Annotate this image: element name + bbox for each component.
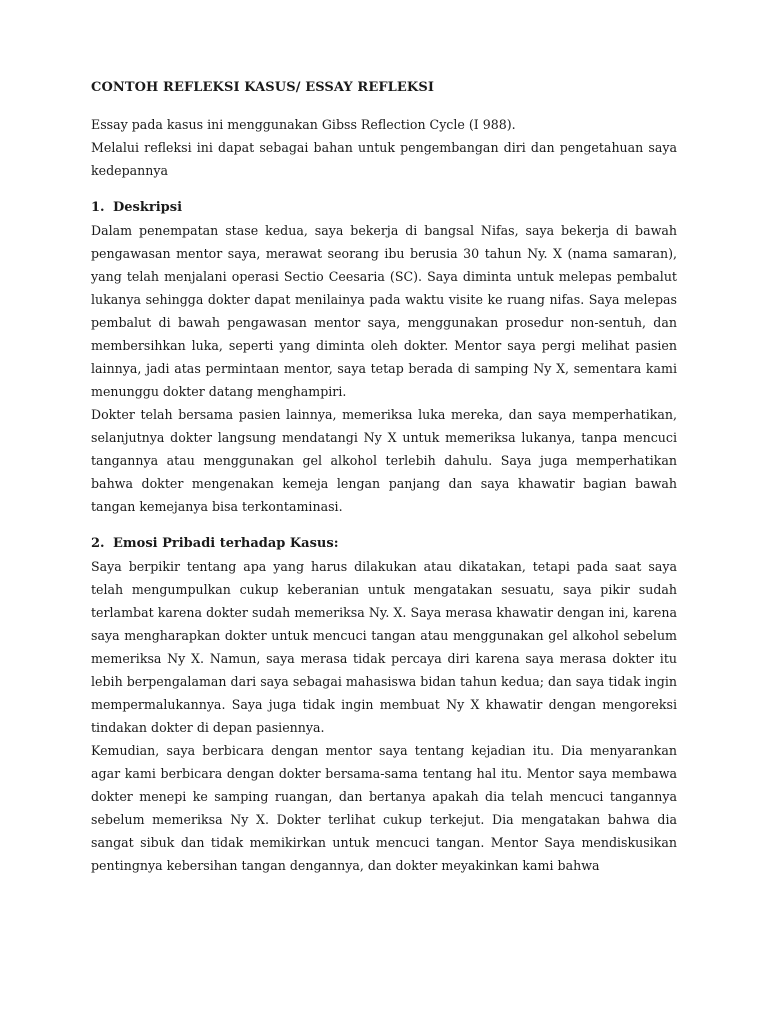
paragraph: Dalam penempatan stase kedua, saya bekerja di bangsal Nifas, saya bekerja di bawah pengawasan mentor saya, merawat seorang ibu berusia 30 tahun Ny. X (nama samaran), yang telah menjalani operasi Sectio Ceesaria (SC). Saya diminta untuk melepas pembalut lukanya sehingga dokter dapat menilainya pada waktu visite ke ruang nifas. Saya melepas pembalut di bawah pengawasan mentor saya, menggunakan prosedur non-sentuh, dan membersihkan luka, seperti yang diminta oleh dokter. Mentor saya pergi melihat pasien lainnya, jadi atas permintaan mentor, saya tetap berada di samping Ny X, sementara kami menunggu dokter datang menghampiri. (91, 223, 677, 399)
section-heading (91, 532, 677, 555)
section-number: 2. (91, 536, 105, 551)
paragraph: Saya berpikir tentang apa yang harus dilakukan atau dikatakan, tetapi pada saat saya telah mengumpulkan cukup keberanian untuk mengatakan sesuatu, saya pikir sudah terlambat karena dokter sudah memeriksa Ny. X. Saya merasa khawatir dengan ini, karena saya mengharapkan dokter untuk mencuci tangan atau menggunakan gel alkohol sebelum memeriksa Ny X. Namun, saya merasa tidak percaya diri karena saya merasa dokter itu lebih berpengalaman dari saya sebagai mahasiswa bidan tahun kedua; dan saya tidak ingin mempermalukannya. Saya juga tidak ingin membuat Ny X khawatir dengan mengoreksi tindakan dokter di depan pasiennya. (91, 559, 677, 735)
section-emosi-pribadi (91, 532, 677, 877)
intro-line: Melalui refleksi ini dapat sebagai bahan untuk pengembangan diri dan pengetahuan saya kedepannya (91, 140, 677, 178)
section-heading-text: Emosi Pribadi terhadap Kasus: (113, 536, 339, 551)
section-heading-text: Deskripsi (113, 200, 183, 215)
document-page (91, 76, 677, 877)
document-title: CONTOH REFLEKSI KASUS/ ESSAY REFLEKSI (91, 80, 434, 95)
paragraph: Kemudian, saya berbicara dengan mentor saya tentang kejadian itu. Dia menyarankan agar kami berbicara dengan dokter bersama-sama tentang hal itu. Mentor saya membawa dokter menepi ke samping ruangan, dan bertanya apakah dia telah mencuci tangannya sebelum memeriksa Ny X. Dokter terlihat cukup terkejut. Dia mengatakan bahwa dia sangat sibuk dan tidak memikirkan untuk mencuci tangan. Mentor Saya mendiskusikan pentingnya kebersihan tangan dengannya, dan dokter meyakinkan kami bahwa (91, 743, 677, 873)
intro-block (91, 113, 677, 182)
paragraph: Dokter telah bersama pasien lainnya, memeriksa luka mereka, dan saya memperhatikan, selanjutnya dokter langsung mendatangi Ny X untuk memeriksa lukanya, tanpa mencuci tangannya atau menggunakan gel alkohol terlebih dahulu. Saya juga memperhatikan bahwa dokter mengenakan kemeja lengan panjang dan saya khawatir bagian bawah tangan kemejanya bisa terkontaminasi. (91, 407, 677, 514)
intro-line: Essay pada kasus ini menggunakan Gibss Reflection Cycle (I 988). (91, 117, 516, 132)
section-deskripsi (91, 196, 677, 518)
section-heading (91, 196, 677, 219)
section-number: 1. (91, 200, 105, 215)
